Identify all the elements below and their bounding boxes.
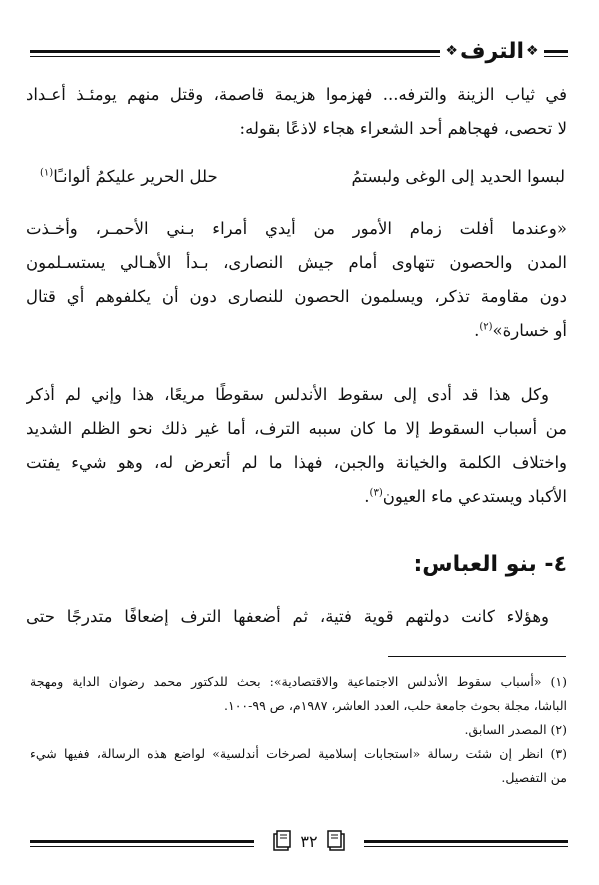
text-line: «وعندما أفلت زمام الأمور من أيدي أمراء بـني الأحمـر، وأخـذت [26,219,567,238]
text-line: المدن والحصون تتهاوى أمام جيش النصارى، بـدأ الأهـالي يستسـلمون [26,253,567,272]
verse-second-hemistich: حلل الحرير عليكمُ ألوانـًا [53,167,218,186]
text-line-last [26,480,567,514]
page-header [30,34,568,70]
header-title-box [440,36,544,66]
text-line-last [26,314,567,348]
poetry-verse [40,160,565,194]
ornament-icon: ❖ [526,43,539,59]
section-text [26,600,567,634]
footnote-ref: (٣) [369,487,383,499]
text-line: وهؤلاء كانت دولتهم قوية فتية، ثم أضعفها الترف إضعافًا متدرجًا حتى [26,607,549,626]
ornament-icon: ❖ [445,43,458,59]
page-footer [30,826,568,856]
footnote-line: من التفصيل. [501,770,567,785]
text-line: وكل هذا قد أدى إلى سقوط الأندلس سقوطًا مريعًا، هذا وإني لم أذكر [26,385,549,404]
text-line: في ثياب الزينة والترفه... فهزموا هزيمة قاصمة، وقتل منهم يومئـذ أعـداد [26,85,567,104]
page-number: ٣٢ [300,831,318,851]
body-paragraph [26,378,567,514]
body-text [26,78,567,146]
footer-center [254,826,364,856]
section-heading: ٤- بنو العباس: [413,552,567,577]
book-icon [326,830,346,852]
book-icon [272,830,292,852]
footnote-separator [388,656,566,657]
verse-second-hemistich-wrap [40,160,218,194]
footnote-line: (١) «أسباب سقوط الأندلس الاجتماعية والاقتصادية»: بحث للدكتور محمد رضوان الداية ومهجة [30,674,567,689]
text-line: واختلاف الكلمة والخيانة والجبن، فهذا ما لم أتعرض له، وهو شيء يفتت [26,453,567,472]
footnote-line: (٢) المصدر السابق. [464,722,567,737]
running-title: الترف [459,38,525,64]
end-punctuation: . [364,487,370,506]
footnote-line: الباشا، مجلة بحوث جامعة حلب، العدد العاشر، ١٩٨٧م، ص ٩٩-١٠٠. [224,698,567,713]
footnote-ref: (٢) [479,321,493,333]
end-punctuation: . [474,321,480,340]
quote-paragraph [26,212,567,348]
text-fragment: الأكباد ويستدعي ماء العيون [382,487,567,506]
footnote-line: (٣) انظر إن شئت رسالة «استجابات إسلامية لصرخات أندلسية» لواضع هذه الرسالة، ففيها شيء [30,746,567,761]
text-line: من أسباب السقوط إلا ما كان سببه الترف، أما غير ذلك نحو الظلم الشديد [26,419,567,438]
text-line: دون مقاومة تذكر، ويسلمون الحصون للنصارى دون أن يكلفوهم أي قتال [26,287,567,306]
text-fragment: أو خسارة» [492,321,567,340]
footnotes [30,670,567,790]
text-line: لا تحصى، فهجاهم أحد الشعراء هجاء لاذعًا بقوله: [239,119,567,138]
verse-first-hemistich: لبسوا الحديد إلى الوغى ولبستمُ [351,167,565,186]
footnote-ref: (١) [40,167,54,179]
